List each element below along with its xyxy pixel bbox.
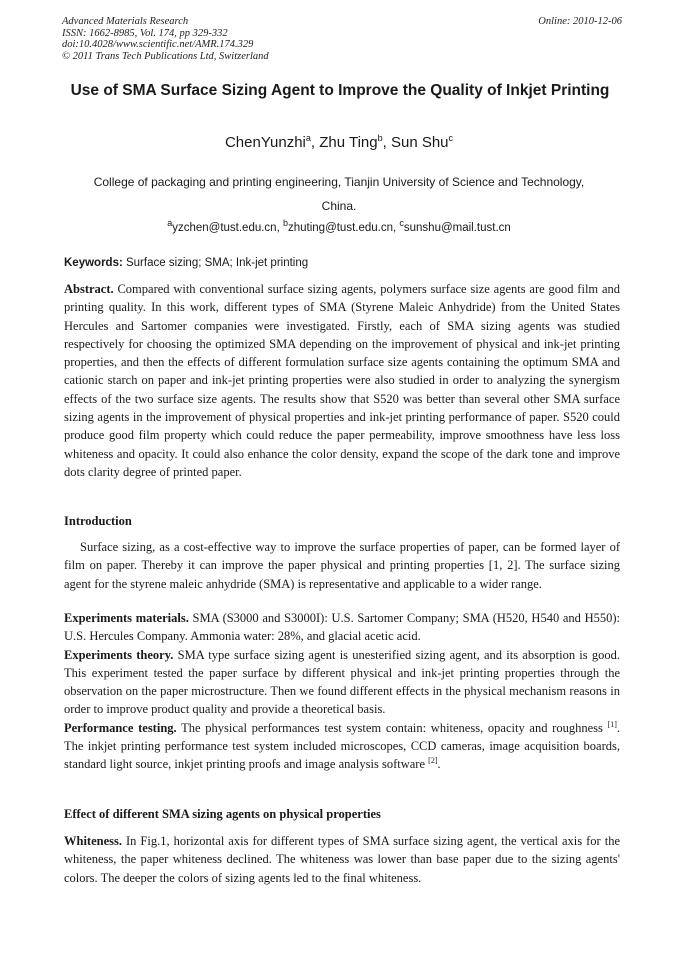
author-separator: , — [310, 134, 320, 151]
email-superscript: a — [167, 218, 173, 228]
author-superscript: c — [448, 133, 454, 143]
email-superscript: b — [282, 218, 288, 228]
performance-paragraph — [64, 719, 620, 774]
keywords — [64, 257, 620, 269]
author-name: Sun Shu — [390, 134, 449, 151]
author-name: Zhu Ting — [319, 134, 378, 151]
whiteness-label: Whiteness. — [64, 834, 122, 848]
affiliation-line: China. — [321, 199, 357, 213]
whiteness-paragraph — [64, 832, 620, 887]
materials-paragraph — [64, 609, 620, 646]
issn-line: ISSN: 1662-8985, Vol. 174, pp 329-332 — [62, 27, 228, 39]
theory-paragraph — [64, 646, 620, 719]
journal-header — [62, 16, 622, 62]
journal-name: Advanced Materials Research — [62, 16, 189, 27]
email-superscript: c — [399, 218, 404, 228]
online-date: Online: 2010-12-06 — [538, 16, 622, 27]
affiliation — [62, 170, 616, 218]
email-link[interactable]: sunshu@mail.tust.cn — [403, 221, 511, 234]
author-name: ChenYunzhi — [224, 134, 306, 151]
abstract — [64, 280, 620, 481]
email-list — [0, 218, 678, 234]
author-superscript: b — [377, 133, 383, 143]
theory-label: Experiments theory. — [64, 647, 174, 662]
introduction-paragraph: Surface sizing, as a cost-effective way to improve the surface properties of paper, can be formed layer of film on paper. Thereby it can improve the paper physical and printing properties [1, 2]. The surface sizing agent for the styrene maleic anhydride (SMA) is representative and applicable to a wider range. — [64, 540, 620, 591]
author-superscript: a — [305, 133, 311, 143]
copyright-line: © 2011 Trans Tech Publications Ltd, Switzerland — [62, 50, 269, 62]
email-link[interactable]: yzchen@tust.edu.cn, — [172, 221, 283, 234]
abstract-label: Abstract. — [64, 282, 114, 296]
citation-ref[interactable]: [1] — [607, 719, 617, 729]
effect-heading: Effect of different SMA sizing agents on physical properties — [64, 807, 381, 821]
materials-label: Experiments materials. — [64, 611, 189, 625]
doi-line: doi:10.4028/www.scientific.net/AMR.174.329 — [62, 39, 254, 50]
performance-text: . The inkjet printing performance test system included microscopes, CCD cameras, image acquisition boards, standard light source, inkjet printing proofs and image analysis software — [64, 720, 620, 772]
abstract-text: Compared with conventional surface sizing agents, polymers surface size agents are good film and printing quality. In this work, different types of SMA (Styrene Maleic Anhydride) from the United States Hercules and Sartomer companies were investigated. Firstly, each of SMA sizing agents was studied respectively for choosing the optimized SMA depending on the improvement of physical and ink-jet printing properties, and then the effects of different formulation surface size agents containing the optimum SMA and cationic starch on paper and ink-jet printing properties were also studied in order to analyzing the synergism effects of the two surface size agents. The results show that S520 was better than several other SMA surface sizing agents in the improvement of physical properties and ink-jet printing performance of paper. S520 could produce good film property which could reduce the paper permeability, improve smoothness have less loss whiteness and opacity. It could also enhance the color density, expand the scope of the dark tone and improve dots clarity degree of printed paper. — [64, 282, 620, 479]
keywords-label: Keywords: — [64, 257, 123, 269]
performance-text: The physical performances test system contain: whiteness, opacity and roughness — [176, 720, 608, 735]
author-separator: , — [382, 134, 391, 151]
keywords-text: Surface sizing; SMA; Ink-jet printing — [122, 257, 309, 269]
affiliation-line: College of packaging and printing engineering, Tianjin University of Science and Technology, — [93, 175, 585, 189]
materials-text: SMA (S3000 and S3000I): U.S. Sartomer Company; SMA (H520, H540 and H550): U.S. Hercules Company. Ammonia water: 28%, and glacial acetic acid. — [64, 611, 620, 644]
email-link[interactable]: zhuting@tust.edu.cn, — [287, 221, 400, 234]
performance-text: . — [437, 757, 441, 772]
paper-title: Use of SMA Surface Sizing Agent to Improve the Quality of Inkjet Printing — [70, 82, 610, 99]
methods-block — [64, 609, 620, 774]
theory-text: SMA type surface sizing agent is unesterified sizing agent, and its absorption is good. This experiment tested the paper surface by different physical and ink-jet printing properties through the observation on the paper microstructure. Then we found different effects in the physical mechanism reasons in order to improve product quality and provide a theoretical basis. — [64, 647, 620, 717]
whiteness-text: In Fig.1, horizontal axis for different types of SMA surface sizing agent, the vertical axis for the whiteness, the paper whiteness declined. The whiteness was lower than base paper due to the sizing agents' colors. The deeper the colors of sizing agents led to the final whiteness. — [64, 834, 620, 885]
author-list — [0, 133, 678, 151]
introduction-heading: Introduction — [64, 514, 132, 528]
citation-ref[interactable]: [2] — [428, 756, 438, 766]
performance-label: Performance testing. — [64, 720, 177, 735]
